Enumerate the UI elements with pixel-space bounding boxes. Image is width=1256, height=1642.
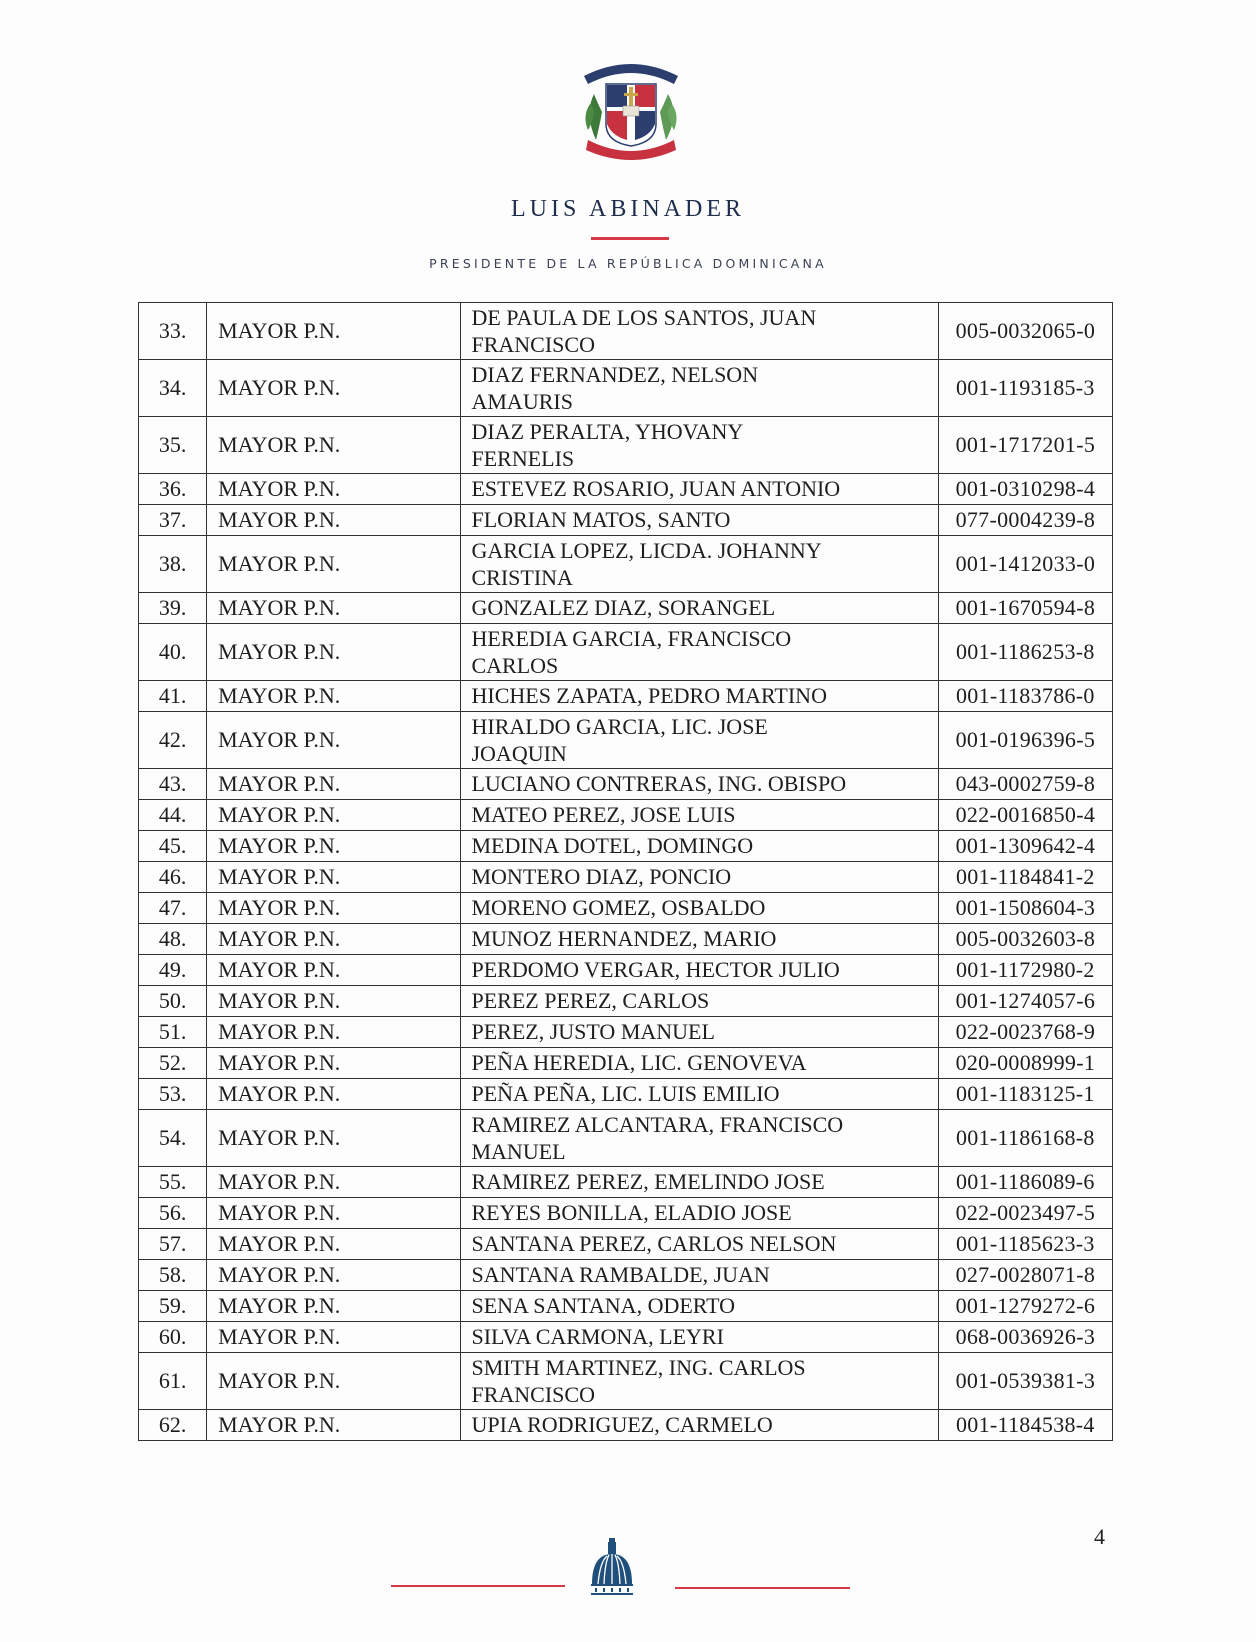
row-number: 60. xyxy=(139,1322,207,1353)
row-number: 41. xyxy=(139,681,207,712)
id-number-cell: 022-0023768-9 xyxy=(938,1017,1112,1048)
name-cell xyxy=(461,862,938,893)
table-row xyxy=(139,893,1113,924)
rank-cell: MAYOR P.N. xyxy=(207,536,461,593)
row-number: 37. xyxy=(139,505,207,536)
table-row xyxy=(139,955,1113,986)
footer-divider-right xyxy=(675,1587,850,1589)
row-number: 38. xyxy=(139,536,207,593)
rank-cell: MAYOR P.N. xyxy=(207,712,461,769)
name-line: PERDOMO VERGAR, HECTOR JULIO xyxy=(471,957,840,982)
name-cell xyxy=(461,417,938,474)
name-line: PEÑA PEÑA, LIC. LUIS EMILIO xyxy=(471,1081,780,1106)
id-number-cell: 043-0002759-8 xyxy=(938,769,1112,800)
name-line: PEREZ PEREZ, CARLOS xyxy=(471,988,710,1013)
name-line: RAMIREZ ALCANTARA, FRANCISCO xyxy=(471,1112,844,1137)
row-number: 53. xyxy=(139,1079,207,1110)
name-line: ESTEVEZ ROSARIO, JUAN ANTONIO xyxy=(471,476,841,501)
name-line: DIAZ PERALTA, YHOVANY xyxy=(471,419,744,444)
row-number: 35. xyxy=(139,417,207,474)
name-cell xyxy=(461,1229,938,1260)
table-row xyxy=(139,1353,1113,1410)
name-line: JOAQUIN xyxy=(471,741,567,766)
table-row xyxy=(139,536,1113,593)
name-cell xyxy=(461,893,938,924)
rank-cell: MAYOR P.N. xyxy=(207,924,461,955)
name-line: AMAURIS xyxy=(471,389,573,414)
name-line: SANTANA RAMBALDE, JUAN xyxy=(471,1262,770,1287)
rank-cell: MAYOR P.N. xyxy=(207,1322,461,1353)
id-number-cell: 068-0036926-3 xyxy=(938,1322,1112,1353)
id-number-cell: 001-1183125-1 xyxy=(938,1079,1112,1110)
name-cell xyxy=(461,536,938,593)
rank-cell: MAYOR P.N. xyxy=(207,624,461,681)
row-number: 45. xyxy=(139,831,207,862)
name-line: HICHES ZAPATA, PEDRO MARTINO xyxy=(471,683,827,708)
name-cell xyxy=(461,1322,938,1353)
id-number-cell: 077-0004239-8 xyxy=(938,505,1112,536)
name-line: CRISTINA xyxy=(471,565,573,590)
table-row xyxy=(139,593,1113,624)
row-number: 55. xyxy=(139,1167,207,1198)
row-number: 54. xyxy=(139,1110,207,1167)
table-row xyxy=(139,1410,1113,1441)
row-number: 59. xyxy=(139,1291,207,1322)
table-row xyxy=(139,1291,1113,1322)
name-line: REYES BONILLA, ELADIO JOSE xyxy=(471,1200,792,1225)
table-row xyxy=(139,924,1113,955)
name-line: SENA SANTANA, ODERTO xyxy=(471,1293,736,1318)
id-number-cell: 001-1186168-8 xyxy=(938,1110,1112,1167)
row-number: 56. xyxy=(139,1198,207,1229)
rank-cell: MAYOR P.N. xyxy=(207,1291,461,1322)
table-row xyxy=(139,862,1113,893)
id-number-cell: 001-1185623-3 xyxy=(938,1229,1112,1260)
name-cell xyxy=(461,1291,938,1322)
footer-divider-left xyxy=(391,1585,565,1587)
name-line: PEÑA HEREDIA, LIC. GENOVEVA xyxy=(471,1050,807,1075)
table-row xyxy=(139,1322,1113,1353)
name-line: LUCIANO CONTRERAS, ING. OBISPO xyxy=(471,771,847,796)
row-number: 33. xyxy=(139,303,207,360)
name-line: CARLOS xyxy=(471,653,559,678)
rank-cell: MAYOR P.N. xyxy=(207,1079,461,1110)
table-row xyxy=(139,1229,1113,1260)
id-number-cell: 001-1309642-4 xyxy=(938,831,1112,862)
row-number: 40. xyxy=(139,624,207,681)
name-cell xyxy=(461,831,938,862)
header-name: LUIS ABINADER xyxy=(510,196,745,222)
rank-cell: MAYOR P.N. xyxy=(207,800,461,831)
name-cell xyxy=(461,769,938,800)
id-number-cell: 001-1172980-2 xyxy=(938,955,1112,986)
name-cell xyxy=(461,1079,938,1110)
row-number: 47. xyxy=(139,893,207,924)
name-cell xyxy=(461,360,938,417)
name-line: FRANCISCO xyxy=(471,332,595,357)
rank-cell: MAYOR P.N. xyxy=(207,986,461,1017)
row-number: 51. xyxy=(139,1017,207,1048)
roster-table-body xyxy=(139,303,1113,1441)
row-number: 57. xyxy=(139,1229,207,1260)
name-line: PEREZ, JUSTO MANUEL xyxy=(471,1019,715,1044)
rank-cell: MAYOR P.N. xyxy=(207,831,461,862)
id-number-cell: 001-1412033-0 xyxy=(938,536,1112,593)
table-row xyxy=(139,360,1113,417)
row-number: 36. xyxy=(139,474,207,505)
table-row xyxy=(139,303,1113,360)
rank-cell: MAYOR P.N. xyxy=(207,769,461,800)
name-cell xyxy=(461,800,938,831)
id-number-cell: 001-0310298-4 xyxy=(938,474,1112,505)
rank-cell: MAYOR P.N. xyxy=(207,1167,461,1198)
name-line: FLORIAN MATOS, SANTO xyxy=(471,507,731,532)
row-number: 34. xyxy=(139,360,207,417)
table-row xyxy=(139,505,1113,536)
name-cell xyxy=(461,624,938,681)
name-cell xyxy=(461,1167,938,1198)
name-cell xyxy=(461,1198,938,1229)
id-number-cell: 001-1274057-6 xyxy=(938,986,1112,1017)
rank-cell: MAYOR P.N. xyxy=(207,417,461,474)
id-number-cell: 001-1279272-6 xyxy=(938,1291,1112,1322)
rank-cell: MAYOR P.N. xyxy=(207,1229,461,1260)
name-line: RAMIREZ PEREZ, EMELINDO JOSE xyxy=(471,1169,825,1194)
row-number: 48. xyxy=(139,924,207,955)
row-number: 43. xyxy=(139,769,207,800)
name-cell xyxy=(461,681,938,712)
name-line: SANTANA PEREZ, CARLOS NELSON xyxy=(471,1231,837,1256)
row-number: 42. xyxy=(139,712,207,769)
name-line: GARCIA LOPEZ, LICDA. JOHANNY xyxy=(471,538,822,563)
rank-cell: MAYOR P.N. xyxy=(207,1110,461,1167)
rank-cell: MAYOR P.N. xyxy=(207,303,461,360)
row-number: 49. xyxy=(139,955,207,986)
name-line: HEREDIA GARCIA, FRANCISCO xyxy=(471,626,792,651)
table-row xyxy=(139,417,1113,474)
table-row xyxy=(139,1079,1113,1110)
name-line: DIAZ FERNANDEZ, NELSON xyxy=(471,362,759,387)
id-number-cell: 001-1508604-3 xyxy=(938,893,1112,924)
name-line: FERNELIS xyxy=(471,446,575,471)
rank-cell: MAYOR P.N. xyxy=(207,1048,461,1079)
row-number: 61. xyxy=(139,1353,207,1410)
table-row xyxy=(139,474,1113,505)
rank-cell: MAYOR P.N. xyxy=(207,681,461,712)
rank-cell: MAYOR P.N. xyxy=(207,1260,461,1291)
id-number-cell: 001-0539381-3 xyxy=(938,1353,1112,1410)
id-number-cell: 027-0028071-8 xyxy=(938,1260,1112,1291)
row-number: 50. xyxy=(139,986,207,1017)
rank-cell: MAYOR P.N. xyxy=(207,360,461,417)
table-row xyxy=(139,624,1113,681)
name-cell xyxy=(461,1410,938,1441)
name-line: DE PAULA DE LOS SANTOS, JUAN xyxy=(471,305,817,330)
name-line: SILVA CARMONA, LEYRI xyxy=(471,1324,724,1349)
id-number-cell: 020-0008999-1 xyxy=(938,1048,1112,1079)
id-number-cell: 001-1670594-8 xyxy=(938,593,1112,624)
name-line: UPIA RODRIGUEZ, CARMELO xyxy=(471,1412,773,1437)
name-line: SMITH MARTINEZ, ING. CARLOS xyxy=(471,1355,806,1380)
rank-cell: MAYOR P.N. xyxy=(207,593,461,624)
rank-cell: MAYOR P.N. xyxy=(207,1198,461,1229)
name-cell xyxy=(461,505,938,536)
id-number-cell: 022-0023497-5 xyxy=(938,1198,1112,1229)
roster-table xyxy=(138,302,1113,1441)
table-row xyxy=(139,681,1113,712)
name-cell xyxy=(461,1260,938,1291)
id-number-cell: 005-0032603-8 xyxy=(938,924,1112,955)
name-line: FRANCISCO xyxy=(471,1382,595,1407)
table-row xyxy=(139,800,1113,831)
name-cell xyxy=(461,1048,938,1079)
name-line: MORENO GOMEZ, OSBALDO xyxy=(471,895,766,920)
name-cell xyxy=(461,955,938,986)
id-number-cell: 001-1186253-8 xyxy=(938,624,1112,681)
header-divider xyxy=(591,237,669,240)
rank-cell: MAYOR P.N. xyxy=(207,1353,461,1410)
id-number-cell: 001-1186089-6 xyxy=(938,1167,1112,1198)
rank-cell: MAYOR P.N. xyxy=(207,1410,461,1441)
name-line: MANUEL xyxy=(471,1139,566,1164)
name-cell xyxy=(461,924,938,955)
name-cell xyxy=(461,303,938,360)
id-number-cell: 001-1184538-4 xyxy=(938,1410,1112,1441)
page-number: 4 xyxy=(1094,1524,1105,1549)
name-line: HIRALDO GARCIA, LIC. JOSE xyxy=(471,714,768,739)
row-number: 62. xyxy=(139,1410,207,1441)
table-row xyxy=(139,1110,1113,1167)
name-line: MATEO PEREZ, JOSE LUIS xyxy=(471,802,736,827)
name-line: MUNOZ HERNANDEZ, MARIO xyxy=(471,926,777,951)
row-number: 39. xyxy=(139,593,207,624)
id-number-cell: 001-1193185-3 xyxy=(938,360,1112,417)
id-number-cell: 001-1717201-5 xyxy=(938,417,1112,474)
rank-cell: MAYOR P.N. xyxy=(207,474,461,505)
rank-cell: MAYOR P.N. xyxy=(207,955,461,986)
id-number-cell: 022-0016850-4 xyxy=(938,800,1112,831)
name-cell xyxy=(461,593,938,624)
name-cell xyxy=(461,1353,938,1410)
id-number-cell: 001-1184841-2 xyxy=(938,862,1112,893)
table-row xyxy=(139,712,1113,769)
row-number: 46. xyxy=(139,862,207,893)
table-row xyxy=(139,986,1113,1017)
id-number-cell: 001-0196396-5 xyxy=(938,712,1112,769)
table-row xyxy=(139,1198,1113,1229)
id-number-cell: 001-1183786-0 xyxy=(938,681,1112,712)
rank-cell: MAYOR P.N. xyxy=(207,893,461,924)
table-row xyxy=(139,1260,1113,1291)
id-number-cell: 005-0032065-0 xyxy=(938,303,1112,360)
coat-of-arms-icon xyxy=(576,54,686,164)
name-cell xyxy=(461,474,938,505)
rank-cell: MAYOR P.N. xyxy=(207,1017,461,1048)
name-cell xyxy=(461,986,938,1017)
rank-cell: MAYOR P.N. xyxy=(207,505,461,536)
table-row xyxy=(139,1167,1113,1198)
table-row xyxy=(139,1017,1113,1048)
name-cell xyxy=(461,1017,938,1048)
table-row xyxy=(139,831,1113,862)
name-cell xyxy=(461,1110,938,1167)
row-number: 44. xyxy=(139,800,207,831)
name-line: MONTERO DIAZ, PONCIO xyxy=(471,864,732,889)
name-line: GONZALEZ DIAZ, SORANGEL xyxy=(471,595,776,620)
table-row xyxy=(139,769,1113,800)
palace-dome-icon xyxy=(590,1538,634,1596)
name-line: MEDINA DOTEL, DOMINGO xyxy=(471,833,754,858)
row-number: 58. xyxy=(139,1260,207,1291)
name-cell xyxy=(461,712,938,769)
header-subtitle: PRESIDENTE DE LA REPÚBLICA DOMINICANA xyxy=(429,256,827,271)
rank-cell: MAYOR P.N. xyxy=(207,862,461,893)
row-number: 52. xyxy=(139,1048,207,1079)
table-row xyxy=(139,1048,1113,1079)
